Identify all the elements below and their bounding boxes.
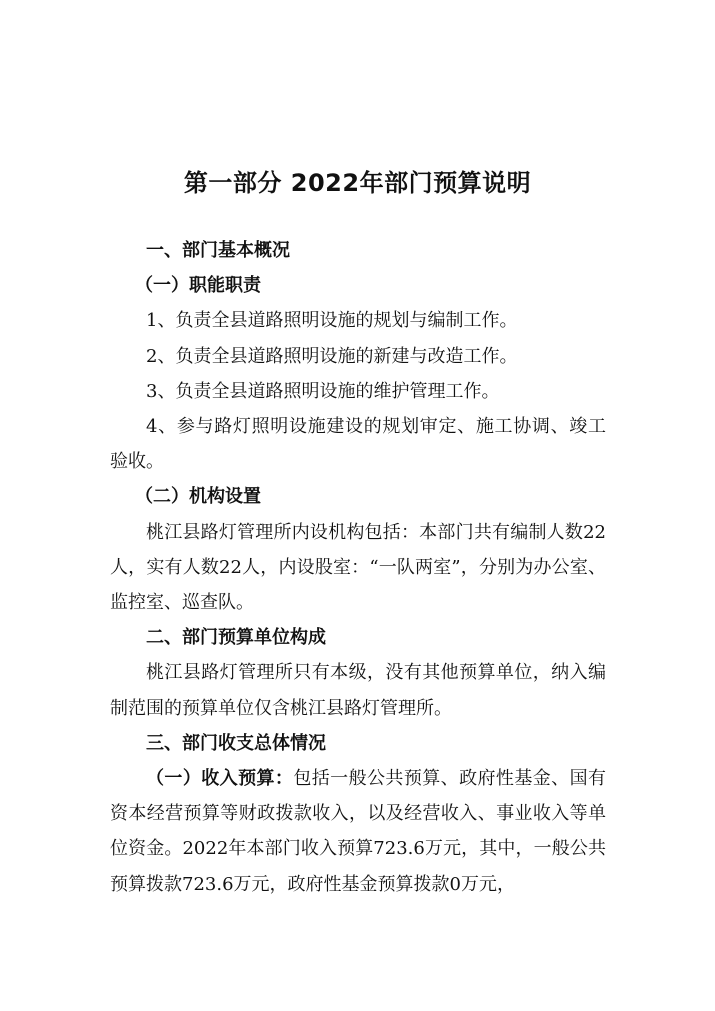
function-item-1: 1、负责全县道路照明设施的规划与编制工作。: [146, 310, 518, 332]
budget-units-paragraph: 桃江县路灯管理所只有本级，没有其他预算单位，纳入编制范围的预算单位仅含桃江县路灯管理所。: [110, 662, 606, 719]
subsection-heading-functions: （一）职能职责: [135, 275, 261, 297]
function-item-3: 3、负责全县道路照明设施的维护管理工作。: [146, 380, 500, 402]
function-item-4: 4、参与路灯照明设施建设的规划审定、施工协调、竣工验收。: [110, 416, 606, 473]
section-heading-revenue-expenditure: 三、部门收支总体情况: [146, 732, 326, 754]
function-item-2: 2、负责全县道路照明设施的新建与改造工作。: [146, 345, 518, 367]
revenue-budget-paragraph: [110, 761, 606, 902]
revenue-budget-text: 包括一般公共预算、政府性基金、国有资本经营预算等财政拨款收入，以及经营收入、事业收入等单位资金。2022年本部门收入预算723.6万元，其中，一般公共预算拨款723.6万元，政府性基金预算拨款0万元，: [110, 768, 607, 895]
page-title: 第一部分 2022年部门预算说明: [183, 169, 532, 197]
section-heading-basic-overview: 一、部门基本概况: [146, 240, 290, 261]
subsection-heading-organization: （二）机构设置: [135, 486, 261, 508]
section-heading-budget-units: 二、部门预算单位构成: [146, 627, 326, 649]
document-body: [110, 233, 606, 902]
organization-paragraph: 桃江县路灯管理所内设机构包括：本部门共有编制人数22人，实有人数22人，内设股室：“一队两室”，分别为办公室、监控室、巡查队。: [110, 521, 606, 614]
revenue-budget-lead: （一）收入预算：: [146, 768, 294, 790]
